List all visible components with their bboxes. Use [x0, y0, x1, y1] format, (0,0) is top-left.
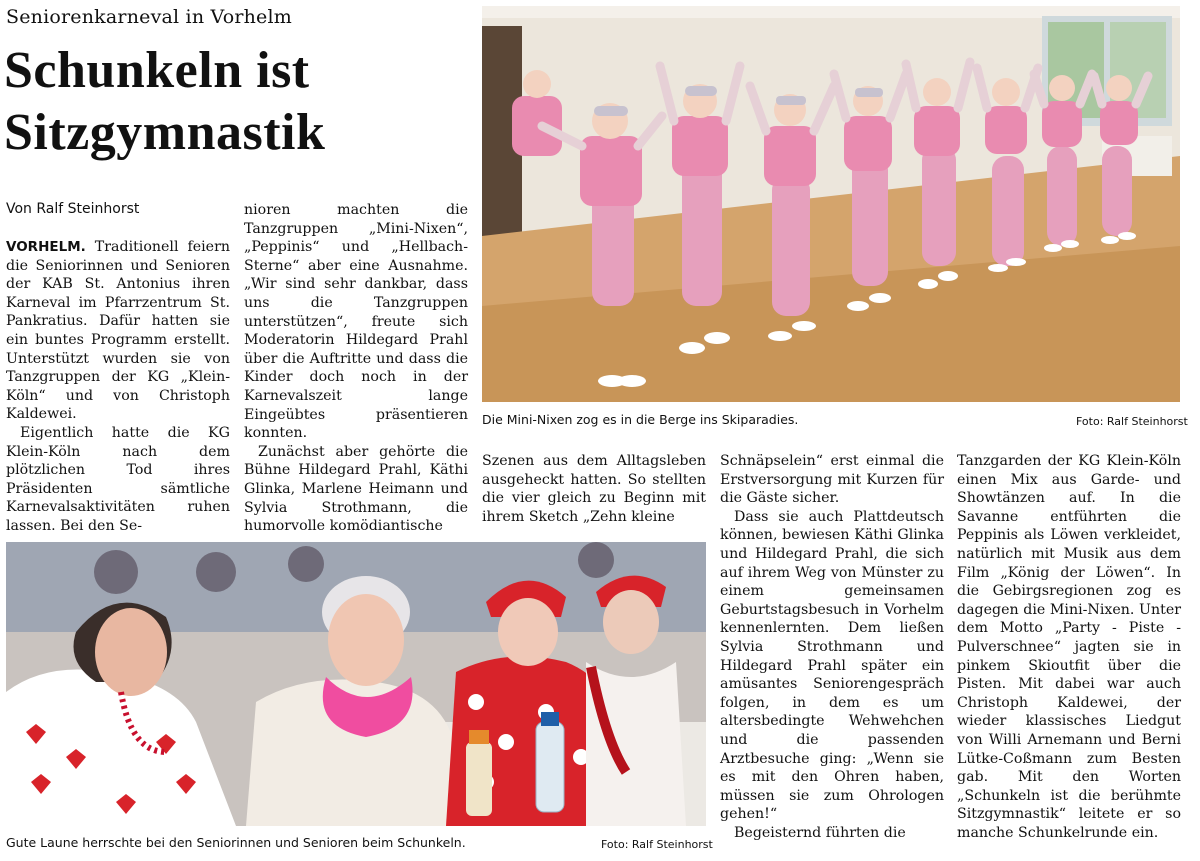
- paragraph: Szenen aus dem Alltagsleben ausgeheckt hatten. So stellten die vier gleich zu Beginn mit ihrem Sketch „Zehn kleine: [482, 453, 706, 525]
- article-kicker: Seniorenkarneval in Vorhelm: [6, 6, 292, 28]
- dancers-illustration: [482, 6, 1180, 402]
- paragraph: Zunächst aber gehörte die Bühne Hildegard Prahl, Käthi Glinka, Marlene Heimann und Sylvia Strothmann, die humorvolle komödiantische: [244, 443, 468, 535]
- paragraph: Begeisternd führten die: [734, 824, 906, 841]
- paragraph-text: Traditionell feiern die Seniorinnen und Senioren der KAB St. Antonius ihren Karneval im Pfarrzentrum St. Pankratius. Dafür hatten sie ein buntes Programm erstellt. Unterstützt wurden sie von Tanzgruppen der KG „Klein-Köln“ und von Christoph Kaldewei.: [6, 239, 230, 423]
- text-column-2: [244, 201, 468, 536]
- dateline: VORHELM.: [6, 239, 86, 255]
- photo-dancers-credit: Foto: Ralf Steinhorst: [1076, 415, 1188, 428]
- photo-dancers-caption: Die Mini-Nixen zog es in die Berge ins Skiparadies.: [482, 412, 799, 427]
- byline: Von Ralf Steinhorst: [6, 201, 140, 217]
- article-headline: [4, 40, 474, 164]
- photo-seniors-credit: Foto: Ralf Steinhorst: [601, 838, 713, 851]
- paragraph: Dass sie auch Plattdeutsch können, bewiesen Käthi Glinka und Hildegard Prahl, die sich auf ihrem Weg von Münster zu einem gemeinsamen Geburtstagsbesuch in Vorhelm kennenlernten. Dem ließen Sylvia Strothmann und Hildegard Prahl später ein amüsantes Seniorengespräch folgen, in dem es um altersbedingte Wehwehchen und die passenden Arztbesuche ging: „Wenn sie es mit den Ohren haben, müssen sie zum Ohrologen gehen!“: [720, 508, 944, 823]
- paragraph: nioren machten die Tanzgruppen „Mini-Nixen“, „Peppinis“ und „Hellbach-Sterne“ aber eine Ausnahme. „Wir sind sehr dankbar, dass uns die Tanzgruppen unterstützen“, freute sich Moderatorin Hildegard Prahl über die Auftritte und dass die Kinder doch noch in der Karnevalszeit lange Eingeübtes präsentieren konnten.: [244, 202, 468, 442]
- headline-line-2: Sitzgymnastik: [4, 104, 326, 161]
- paragraph: Tanzgarden der KG Klein-Köln einen Mix aus Garde- und Showtänzen auf. In die Savanne entführten die Peppinis als Löwen verkleidet, natürlich mit Musik aus dem Film „König der Löwen“. In die Gebirgsregionen zog es dagegen die Mini-Nixen. Unter dem Motto „Party - Piste - Pulverschnee“ jagten sie in pinkem Skioutfit über die Pisten. Mit dabei war auch Christoph Kaldewei, der wieder klassisches Liedgut von Willi Arnemann und Berni Lütke-Coßmann zum Besten gab. Mit den Worten „Schunkeln ist die berühmte Sitzgymnastik“ leitete er so manche Schunkelrunde ein.: [957, 453, 1181, 841]
- text-column-5: [957, 452, 1181, 842]
- text-column-4: [720, 452, 944, 842]
- headline-line-1: Schunkeln ist: [4, 42, 310, 99]
- text-column-1: [6, 238, 230, 536]
- photo-seniors-caption: Gute Laune herrschte bei den Seniorinnen und Senioren beim Schunkeln.: [6, 835, 466, 850]
- seniors-illustration: [6, 542, 706, 826]
- text-column-3: [482, 452, 706, 526]
- paragraph: Eigentlich hatte die KG Klein-Köln nach dem plötzlichen Tod ihres Präsidenten sämtliche Karnevalsaktivitäten ruhen lassen. Bei den Se-: [6, 424, 230, 534]
- paragraph: Schnäpselein“ erst einmal die Erstversorgung mit Kurzen für die Gäste sicher.: [720, 453, 944, 507]
- paragraph: [6, 238, 230, 424]
- photo-dancers: [482, 6, 1180, 402]
- photo-seniors: [6, 542, 706, 826]
